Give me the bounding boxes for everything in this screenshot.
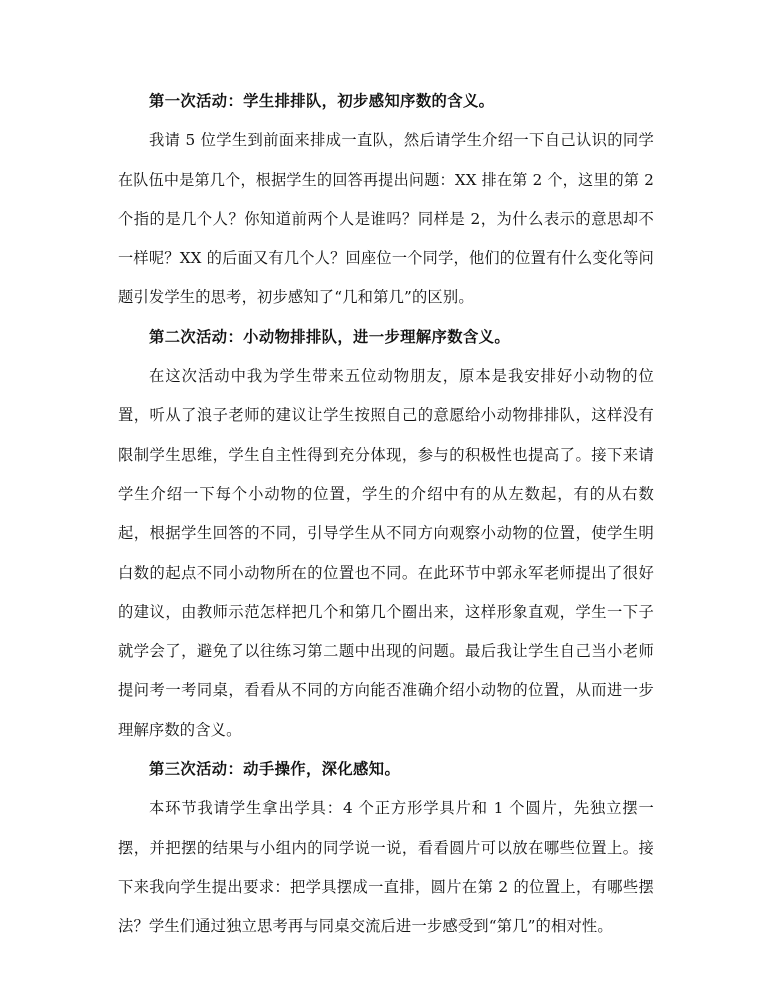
paragraph-line: 限制学生思维，学生自主性得到充分体现，参与的积极性也提高了。接下来请	[118, 445, 654, 464]
paragraph-line: 置，听从了浪子老师的建议让学生按照自己的意愿给小动物排排队，这样没有	[118, 406, 654, 425]
paragraph-line: 提问考一考同桌，看看从不同的方向能否准确介绍小动物的位置，从而进一步	[118, 681, 654, 700]
paragraph-line: 在这次活动中我为学生带来五位动物朋友，原本是我安排好小动物的位	[149, 367, 654, 386]
paragraph-line: 理解序数的含义。	[118, 720, 242, 739]
paragraph-line: 摆，并把摆的结果与小组内的同学说一说，看看圆片可以放在哪些位置上。接	[118, 838, 654, 857]
document-page	[118, 82, 654, 947]
section-heading: 第二次活动：小动物排排队，进一步理解序数含义。	[149, 327, 511, 346]
paragraph-line: 学生介绍一下每个小动物的位置，学生的介绍中有的从左数起，有的从右数	[118, 484, 654, 503]
paragraph-line: 个指的是几个人？你知道前两个人是谁吗？同样是 2，为什么表示的意思却不	[118, 209, 654, 228]
paragraph-line: 在队伍中是第几个，根据学生的回答再提出问题：XX 排在第 2 个，这里的第 2	[118, 170, 654, 189]
paragraph-line: 下来我向学生提出要求：把学具摆成一直排，圆片在第 2 的位置上，有哪些摆	[118, 877, 654, 896]
section-paragraph	[118, 121, 654, 317]
paragraph-line: 法？学生们通过独立思考再与同桌交流后进一步感受到“第几”的相对性。	[118, 917, 613, 936]
paragraph-line: 我请 5 位学生到前面来排成一直队，然后请学生介绍一下自己认识的同学	[149, 131, 654, 150]
section-paragraph	[118, 357, 654, 750]
paragraph-line: 白数的起点不同小动物所在的位置也不同。在此环节中郭永军老师提出了很好	[118, 563, 654, 582]
paragraph-line: 题引发学生的思考，初步感知了“几和第几”的区别。	[118, 288, 474, 307]
section-heading: 第三次活动：动手操作，深化感知。	[149, 760, 401, 779]
paragraph-line: 的建议，由教师示范怎样把几个和第几个圈出来，这样形象直观，学生一下子	[118, 602, 654, 621]
paragraph-line: 就学会了，避免了以往练习第二题中出现的问题。最后我让学生自己当小老师	[118, 642, 654, 661]
section-activity-1	[118, 82, 654, 318]
section-heading: 第一次活动：学生排排队，初步感知序数的含义。	[149, 92, 495, 110]
paragraph-line: 一样呢？XX 的后面又有几个人？回座位一个同学，他们的位置有什么变化等问	[118, 249, 654, 268]
section-paragraph	[118, 789, 654, 946]
paragraph-line: 本环节我请学生拿出学具：4 个正方形学具片和 1 个圆片，先独立摆一	[149, 799, 654, 818]
paragraph-line: 起，根据学生回答的不同，引导学生从不同方向观察小动物的位置，使学生明	[118, 524, 654, 543]
section-activity-2	[118, 318, 654, 750]
section-activity-3	[118, 750, 654, 946]
